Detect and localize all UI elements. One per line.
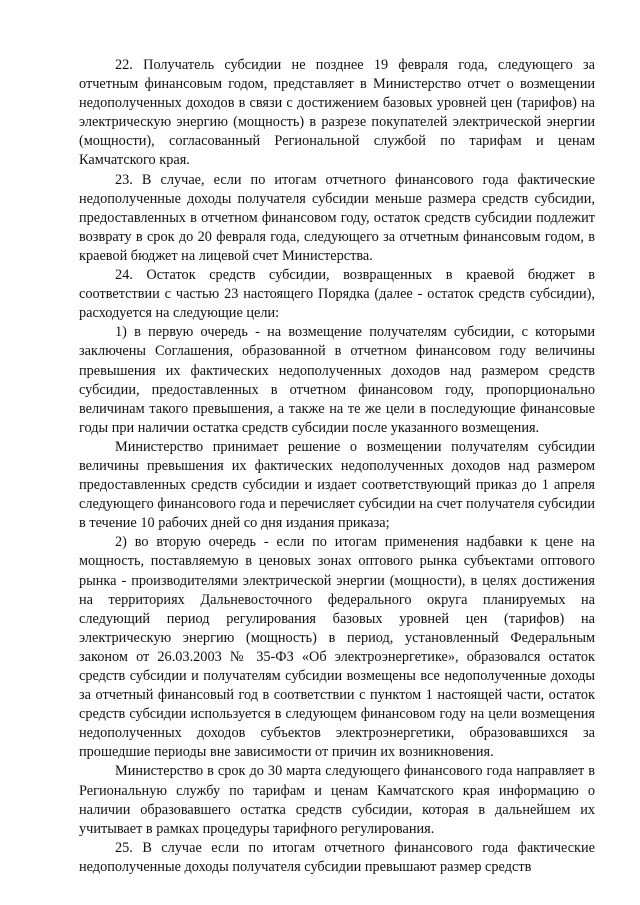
paragraph-ministry-notice: Министерство в срок до 30 марта следующего финансового года направляет в Региональную службу по тарифам и ценам Камчатского края информацию о наличии образовавшего остатка средств субсидии, которая в дальнейшем их учитывает в рамках процедуры тарифного регулирования.	[79, 763, 595, 837]
paragraph-24-item-1: 1) в первую очередь - на возмещение получателям субсидии, с которыми заключены Соглашения, образованной в отчетном финансовом году величины превышения их фактических недополученных доходов над размером средств субсидии, предоставленных в отчетном финансовом году, пропорционально величинам такого превышения, а также на те же цели в последующие финансовые годы при наличии остатка средств субсидии после указанного возмещения.	[79, 324, 595, 436]
paragraph-23: 23. В случае, если по итогам отчетного финансового года фактические недополученные доходы получателя субсидии меньше размера средств субсидии, предоставленных в отчетном финансовом году, остаток средств субсидии подлежит возврату в срок до 20 февраля года, следующего за отчетным финансовым годом, в краевой бюджет на лицевой счет Министерства.	[79, 171, 595, 264]
paragraph-24-item-2: 2) во вторую очередь - если по итогам применения надбавки к цене на мощность, поставляемую в ценовых зонах оптового рынка субъектами оптового рынка - производителями электрической энергии (мощности), в целях достижения на территориях Дальневосточного федерального округа планируемых на следующий период регулирования базовых уровней цен (тарифов) на электрическую энергию (мощность) в период, установленный Федеральным законом от 26.03.2003 № 35-ФЗ «Об электроэнергетике», образовался остаток средств субсидии и получателям субсидии возмещены все недополученные доходы за отчетный финансовый год в соответствии с пунктом 1 настоящей части, остаток средств субсидии используется в следующем финансовом году на цели возмещения недополученных доходов субъектов электроэнергетики, образовавшихся за прошедшие периоды вне зависимости от причин их возникновения.	[79, 534, 595, 761]
document-page	[79, 56, 595, 877]
paragraph-25: 25. В случае если по итогам отчетного финансового года фактические недополученные доходы получателя субсидии превышают размер средств	[79, 839, 595, 875]
paragraph-24: 24. Остаток средств субсидии, возвращенных в краевой бюджет в соответствии с частью 23 настоящего Порядка (далее - остаток средств субсидии), расходуется на следующие цели:	[79, 267, 595, 322]
paragraph-ministry-decision: Министерство принимает решение о возмещении получателям субсидии величины превышения их фактических недополученных доходов над размером предоставленных средств субсидии и издает соответствующий приказ до 1 апреля следующего финансового года и перечисляет субсидии на счет получателя субсидии в течение 10 рабочих дней со дня издания приказа;	[79, 438, 595, 532]
paragraph-22: 22. Получатель субсидии не позднее 19 февраля года, следующего за отчетным финансовым годом, представляет в Министерство отчет о возмещении недополученных доходов в связи с достижением базовых уровней цен (тарифов) на электрическую энергию (мощность) в разрезе покупателей электрической энергии (мощности), согласованный Региональной службой по тарифам и ценам Камчатского края.	[79, 57, 595, 169]
